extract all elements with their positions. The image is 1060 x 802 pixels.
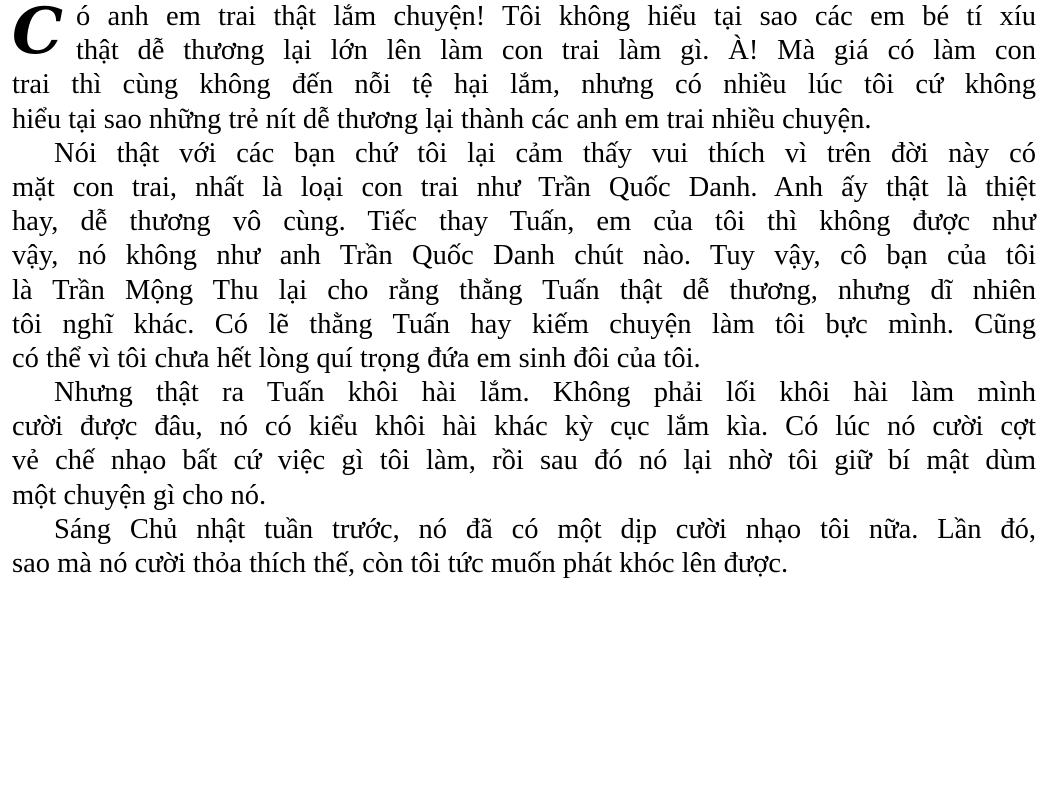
text-line: mặt con trai, nhất là loại con trai như Trần Quốc Danh. Anh ấy thật là thiệt xyxy=(12,171,1036,203)
paragraph-1 xyxy=(12,0,1036,137)
text-line: có thể vì tôi chưa hết lòng quí trọng đứa em sinh đôi của tôi. xyxy=(12,342,701,374)
text-line: thật dễ thương lại lớn lên làm con trai làm gì. À! Mà giá có làm con xyxy=(76,35,1036,67)
text-line: trai thì cùng không đến nỗi tệ hại lắm, nhưng có nhiều lúc tôi cứ không xyxy=(12,69,1036,101)
paragraph-2 xyxy=(12,137,1036,376)
text-line: cười được đâu, nó có kiểu khôi hài khác kỳ cục lắm kìa. Có lúc nó cười cợt xyxy=(12,411,1036,443)
text-line: vẻ chế nhạo bất cứ việc gì tôi làm, rồi sau đó nó lại nhờ tôi giữ bí mật dùm xyxy=(12,445,1036,477)
text-line: sao mà nó cười thỏa thích thế, còn tôi tức muốn phát khóc lên được. xyxy=(12,548,789,579)
paragraph-4 xyxy=(12,513,1036,581)
text-line: tôi nghĩ khác. Có lẽ thằng Tuấn hay kiếm chuyện làm tôi bực mình. Cũng xyxy=(12,308,1036,340)
text-line: là Trần Mộng Thu lại cho rằng thằng Tuấn thật dễ thương, nhưng dĩ nhiên xyxy=(12,274,1036,306)
document-page xyxy=(12,0,1036,581)
text-line: Nói thật với các bạn chứ tôi lại cảm thấy vui thích vì trên đời này có xyxy=(54,137,1036,169)
text-line: Sáng Chủ nhật tuần trước, nó đã có một dịp cười nhạo tôi nữa. Lần đó, xyxy=(54,513,1036,545)
text-line: một chuyện gì cho nó. xyxy=(12,479,267,511)
dropcap-ornament xyxy=(12,0,70,69)
text-line: Nhưng thật ra Tuấn khôi hài lắm. Không phải lối khôi hài làm mình xyxy=(54,377,1036,409)
text-line: ó anh em trai thật lắm chuyện! Tôi không hiểu tại sao các em bé tí xíu xyxy=(76,1,1036,32)
text-line: vậy, nó không như anh Trần Quốc Danh chút nào. Tuy vậy, cô bạn của tôi xyxy=(12,240,1036,272)
dropcap-letter: C xyxy=(12,0,63,69)
text-line: hiểu tại sao những trẻ nít dễ thương lại thành các anh em trai nhiều chuyện. xyxy=(12,103,872,135)
text-line: hay, dễ thương vô cùng. Tiếc thay Tuấn, em của tôi thì không được như xyxy=(12,206,1036,238)
paragraph-3 xyxy=(12,376,1036,513)
